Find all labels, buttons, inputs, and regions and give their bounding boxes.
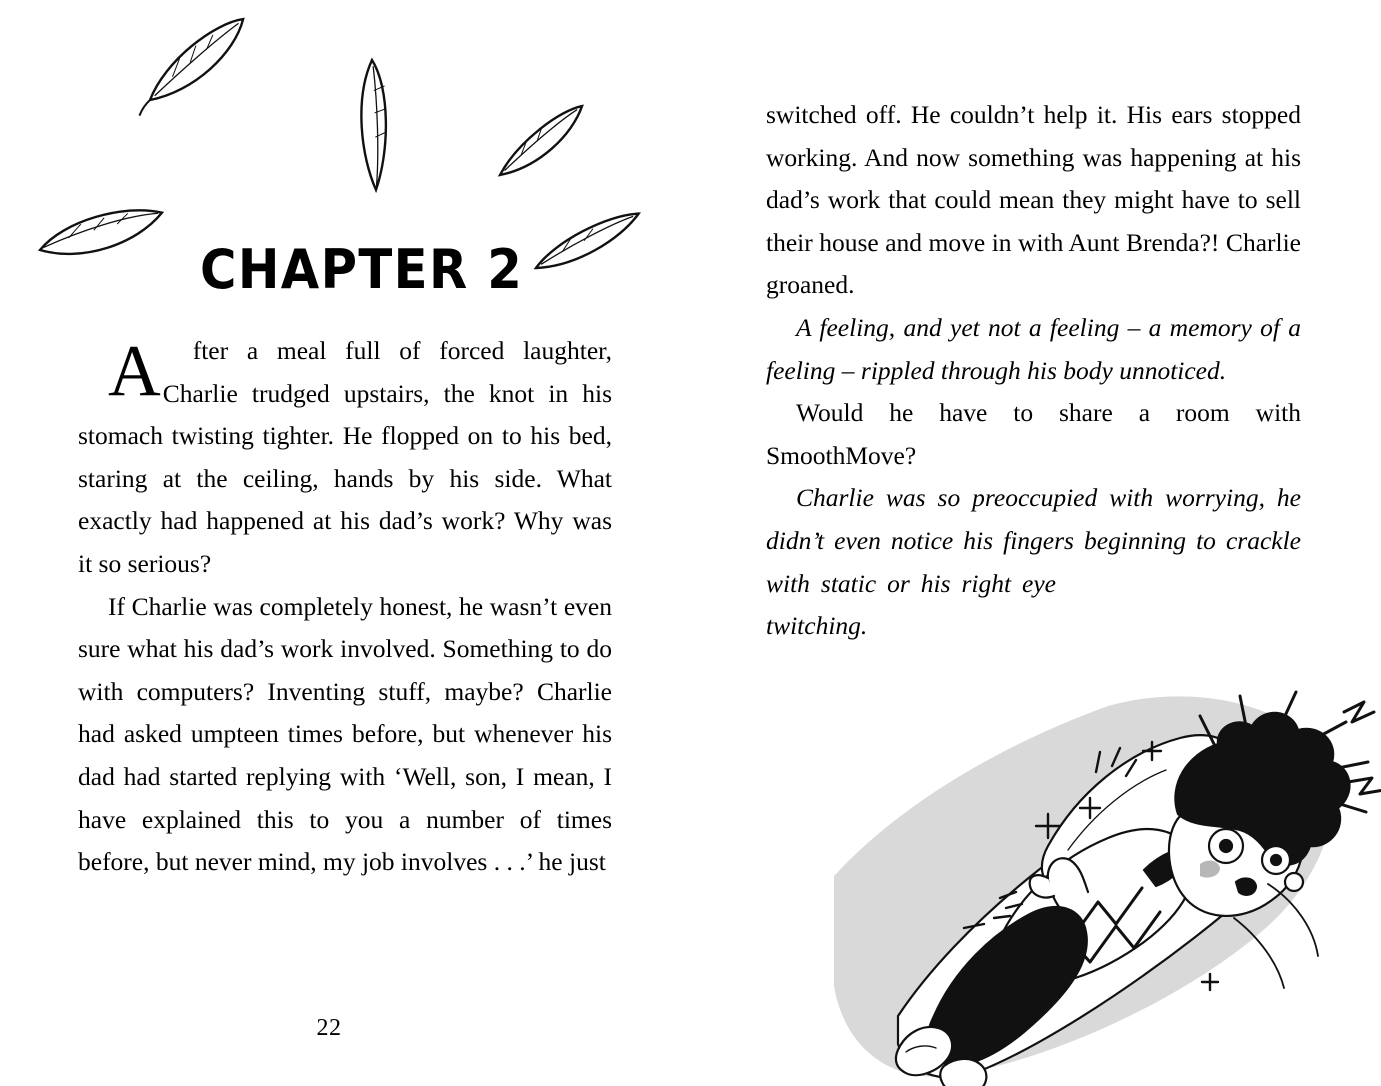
wrap-spacer-7 xyxy=(981,733,1301,776)
wrap-spacer-3 xyxy=(1056,563,1301,606)
right-body-column xyxy=(766,94,1301,648)
chapter-title: CHAPTER 2 xyxy=(200,238,524,301)
left-page xyxy=(0,0,690,1080)
right-page xyxy=(690,0,1380,1080)
paragraph-5: Would he have to share a room with SmoothMove? xyxy=(766,398,1301,470)
paragraph-4: A feeling, and yet not a feeling – a memory of a feeling – rippled through his body unnoticed. xyxy=(766,312,1301,385)
chapter-heading-area xyxy=(0,0,690,330)
wrap-spacer-4 xyxy=(1029,605,1301,648)
page-number: 22 xyxy=(316,1015,342,1041)
paragraph-1-text: fter a meal full of forced laughter, Charlie trudged upstairs, the knot in his stomach twisting tighter. He flopped on to his bed, staring at the ceiling, hands by his side. What exactly had happened at his dad’s work? Why was it so serious? xyxy=(78,336,612,578)
wrap-spacer-6 xyxy=(1001,690,1301,733)
paragraph-1 xyxy=(78,330,612,586)
left-body-column xyxy=(78,330,612,884)
paragraph-2: If Charlie was completely honest, he wasn’t even sure what his dad’s work involved. Something to do with computers? Inventing stuff, maybe? Charlie had asked umpteen times before, but whenever his dad had started replying with ‘Well, son, I mean, I have explained this to you a number of times before, but never mind, my job involves . . .’ he just xyxy=(78,591,612,877)
paragraph-6: Charlie was so preoccupied with worrying, he didn’t even notice his fingers beginning to crackle with static or his right eye twitching. xyxy=(766,483,1301,641)
wrap-spacer-5 xyxy=(1011,648,1301,691)
paragraph-3: switched off. He couldn’t help it. His ears stopped working. And now something was happening at his dad’s work that could mean they might have to sell their house and move in with Aunt Brenda?! Charlie groaned. xyxy=(766,100,1301,300)
drop-cap: A xyxy=(108,330,161,411)
